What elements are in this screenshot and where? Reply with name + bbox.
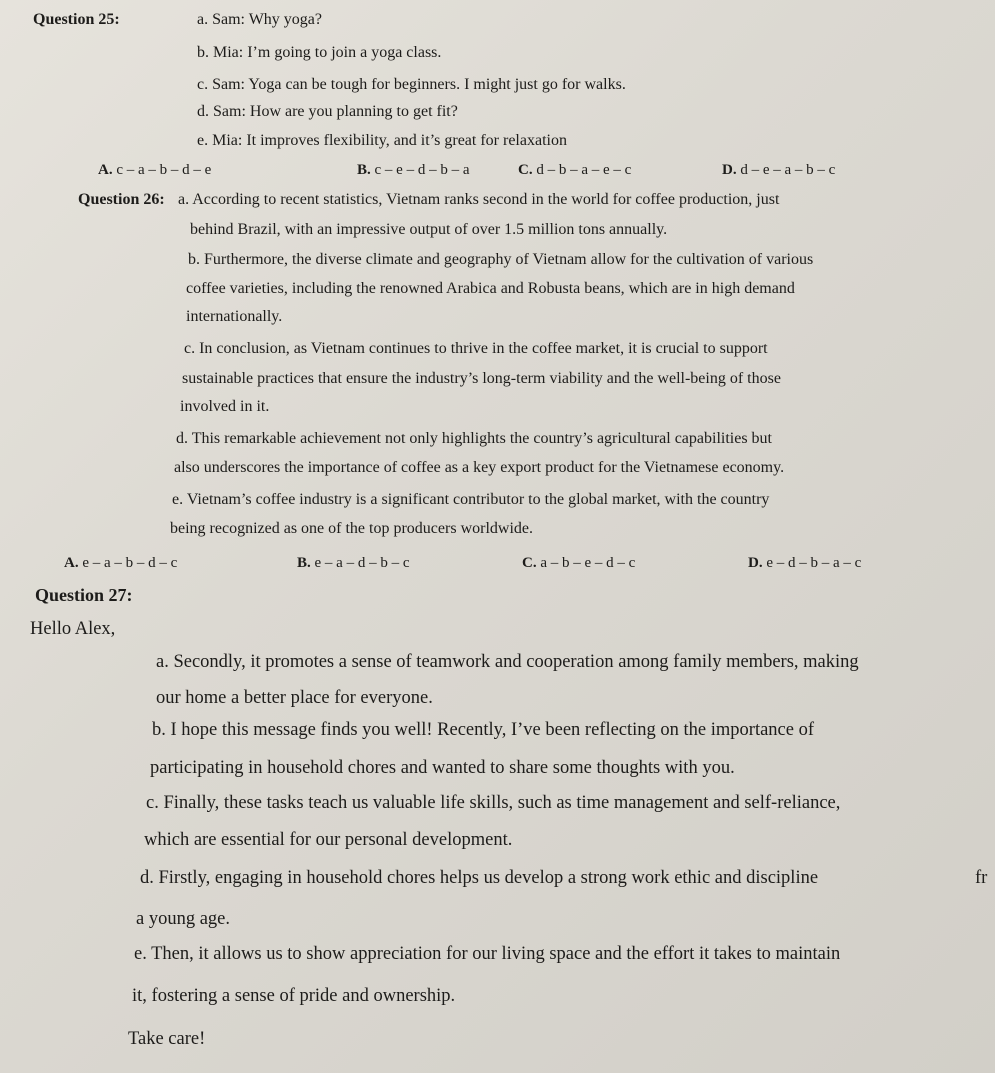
q26-line-6: c. In conclusion, as Vietnam continues to thrive in the coffee market, it is crucial to support <box>184 340 768 357</box>
q27-line-1: a. Secondly, it promotes a sense of teamwork and cooperation among family members, making <box>156 652 859 672</box>
q25-option-c[interactable]: C. d – b – a – e – c <box>518 162 632 178</box>
q27-line-7: d. Firstly, engaging in household chores helps us develop a strong work ethic and discipline <box>140 868 819 888</box>
q26-line-4: coffee varieties, including the renowned Arabica and Robusta beans, which are in high demand <box>186 280 795 297</box>
q26-line-12: being recognized as one of the top producers worldwide. <box>170 520 533 537</box>
q27-line-6: which are essential for our personal development. <box>144 830 513 850</box>
q25-option-b[interactable]: B. c – e – d – b – a <box>357 162 470 178</box>
q26-line-7: sustainable practices that ensure the industry’s long-term viability and the well-being of those <box>182 370 781 387</box>
q25-option-a[interactable]: A. c – a – b – d – e <box>98 162 212 178</box>
q25-label: Question 25: <box>33 11 120 28</box>
q26-line-11: e. Vietnam’s coffee industry is a significant contributor to the global market, with the country <box>172 491 770 508</box>
q25-line-d: d. Sam: How are you planning to get fit? <box>197 103 458 120</box>
q27-cutoff-text: fr <box>975 868 988 888</box>
q26-label: Question 26: <box>78 191 165 208</box>
q25-line-e: e. Mia: It improves flexibility, and it’s great for relaxation <box>197 132 567 149</box>
q26-option-d[interactable]: D. e – d – b – a – c <box>748 555 862 571</box>
q27-line-8: a young age. <box>136 909 231 929</box>
q27-line-10: it, fostering a sense of pride and ownership. <box>132 986 456 1006</box>
q27-line-5: c. Finally, these tasks teach us valuable life skills, such as time management and self-reliance, <box>146 793 841 813</box>
q26-line-10: also underscores the importance of coffee as a key export product for the Vietnamese economy. <box>174 459 785 476</box>
q27-closing: Take care! <box>128 1029 206 1049</box>
q27-greeting: Hello Alex, <box>30 619 116 639</box>
q27-line-4: participating in household chores and wanted to share some thoughts with you. <box>150 758 735 778</box>
q27-line-2: our home a better place for everyone. <box>156 688 433 708</box>
q26-line-3: b. Furthermore, the diverse climate and geography of Vietnam allow for the cultivation of various <box>188 251 814 268</box>
q25-line-b: b. Mia: I’m going to join a yoga class. <box>197 44 442 61</box>
q26-line-2: behind Brazil, with an impressive output of over 1.5 million tons annually. <box>190 221 668 238</box>
q27-line-3: b. I hope this message finds you well! Recently, I’ve been reflecting on the importance of <box>152 720 815 740</box>
q26-option-c[interactable]: C. a – b – e – d – c <box>522 555 636 571</box>
q26-option-a[interactable]: A. e – a – b – d – c <box>64 555 178 571</box>
q25-option-d[interactable]: D. d – e – a – b – c <box>722 162 836 178</box>
q26-line-9: d. This remarkable achievement not only highlights the country’s agricultural capabilities but <box>176 430 772 447</box>
q27-line-9: e. Then, it allows us to show appreciation for our living space and the effort it takes to maintain <box>134 944 841 964</box>
q26-line-1: a. According to recent statistics, Vietnam ranks second in the world for coffee production, just <box>178 191 780 208</box>
q26-option-b[interactable]: B. e – a – d – b – c <box>297 555 410 571</box>
q27-label: Question 27: <box>35 585 133 605</box>
q25-line-a: a. Sam: Why yoga? <box>197 11 323 28</box>
q26-line-5: internationally. <box>186 308 283 325</box>
q26-line-8: involved in it. <box>180 398 270 415</box>
q25-line-c: c. Sam: Yoga can be tough for beginners. I might just go for walks. <box>197 76 626 93</box>
